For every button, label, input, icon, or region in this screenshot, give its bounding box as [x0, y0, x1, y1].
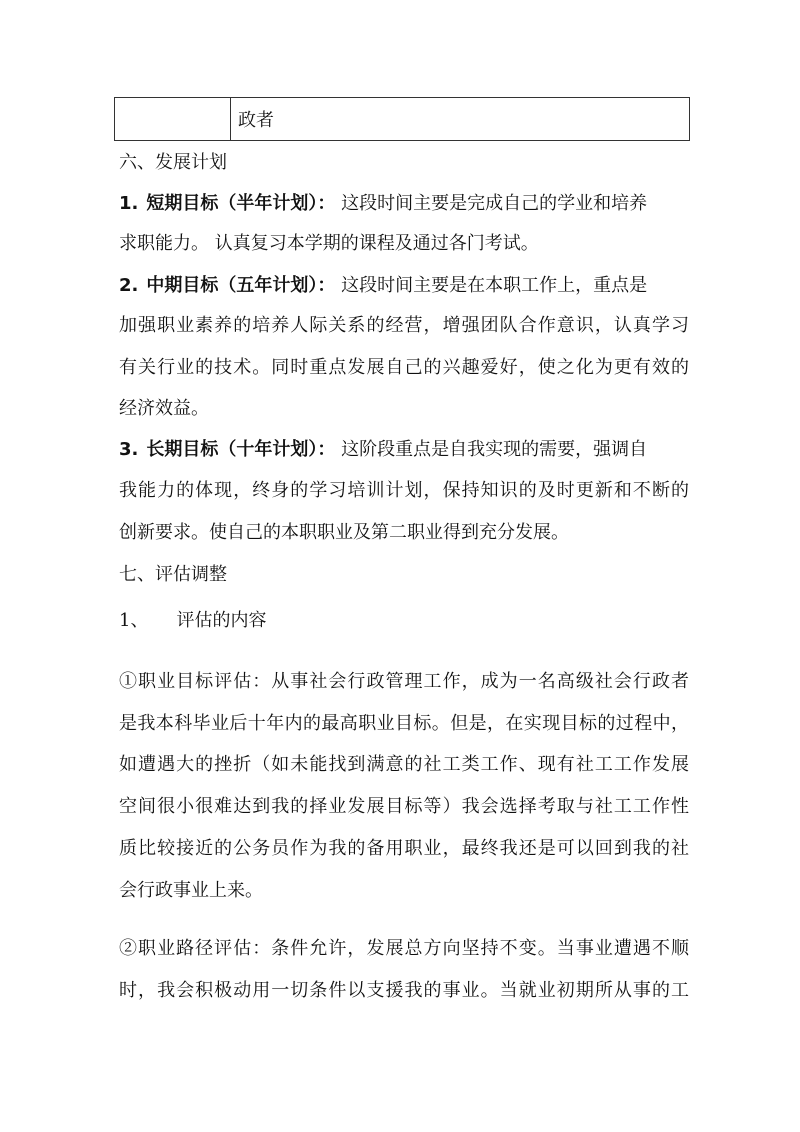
table-row	[115, 98, 690, 141]
short-term-number: 1.	[119, 193, 139, 214]
path-eval-line-1: ②职业路径评估：条件允许，发展总方向坚持不变。当事业遭遇不顺	[119, 938, 689, 959]
short-term-line-1	[119, 189, 689, 219]
short-term-line-2: 求职能力。 认真复习本学期的课程及通过各门考试。	[119, 233, 539, 254]
goal-eval-line-2: 是我本科毕业后十年内的最高职业目标。但是，在实现目标的过程中，	[119, 713, 689, 734]
goal-eval-line-4: 空间很小很难达到我的择业发展目标等）我会选择考取与社工工作性	[119, 796, 689, 817]
long-term-title: 长期目标（十年计划）：	[146, 439, 336, 460]
long-term-number: 3.	[119, 439, 139, 460]
mid-term-text: 这段时间主要是在本职工作上，重点是	[335, 275, 648, 296]
table-cell-empty	[115, 98, 231, 141]
path-eval-line-2: 时，我会积极动用一切条件以支援我的事业。当就业初期所从事的工	[119, 980, 689, 1001]
subsection-number: 1、	[119, 610, 149, 631]
mid-term-number: 2.	[119, 275, 139, 296]
table-cell-text: 政者	[231, 98, 690, 141]
long-term-line-1	[119, 435, 689, 465]
mid-term-line-1	[119, 271, 689, 301]
short-term-text: 这段时间主要是完成自己的学业和培养	[335, 193, 648, 214]
goal-eval-line-5: 质比较接近的公务员作为我的备用职业，最终我还是可以回到我的社	[119, 838, 689, 859]
mid-term-line-2: 加强职业素养的培养人际关系的经营，增强团队合作意识，认真学习	[119, 315, 689, 336]
section6-heading: 六、发展计划	[119, 152, 227, 173]
section7-heading: 七、评估调整	[119, 564, 227, 585]
goal-eval-line-1: ①职业目标评估：从事社会行政管理工作，成为一名高级社会行政者	[119, 671, 689, 692]
long-term-line-3: 创新要求。使自己的本职职业及第二职业得到充分发展。	[119, 522, 569, 543]
mid-term-title: 中期目标（五年计划）：	[146, 275, 336, 296]
continued-table	[114, 97, 690, 141]
long-term-line-2: 我能力的体现，终身的学习培训计划，保持知识的及时更新和不断的	[119, 480, 689, 501]
goal-eval-line-6: 会行政事业上来。	[119, 880, 263, 901]
mid-term-line-3: 有关行业的技术。同时重点发展自己的兴趣爱好，使之化为更有效的	[119, 357, 689, 378]
short-term-title: 短期目标（半年计划）：	[146, 193, 336, 214]
subsection-title: 评估的内容	[176, 610, 267, 631]
long-term-text: 这阶段重点是自我实现的需要，强调自	[335, 439, 648, 460]
mid-term-line-4: 经济效益。	[119, 398, 209, 419]
subsection-heading	[119, 606, 689, 636]
goal-eval-line-3: 如遭遇大的挫折（如未能找到满意的社工类工作、现有社工工作发展	[119, 754, 689, 775]
